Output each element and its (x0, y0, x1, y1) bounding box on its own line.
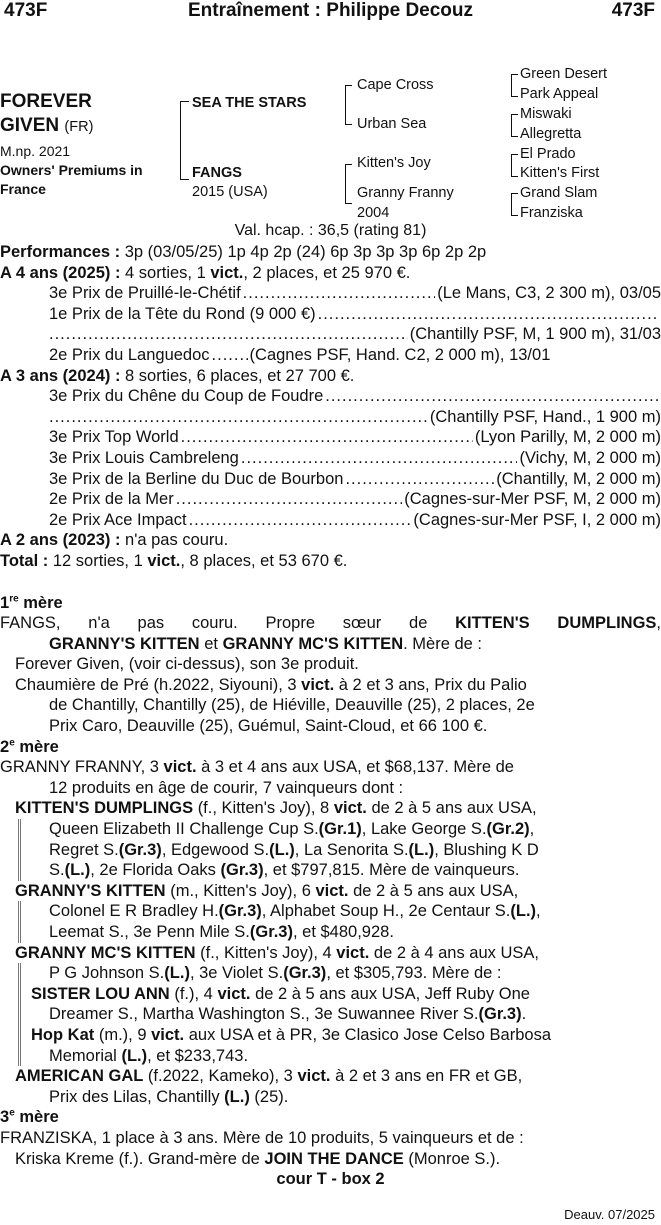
gk3b: (Gr.3) (249, 923, 293, 941)
sl-line1 (31, 984, 661, 1005)
age3-label: A 3 ans (2024) : (0, 366, 121, 385)
dam1-line5: de Chantilly, Chantilly (25), de Hiéville, Deauville (25), 2 places, 2e (49, 696, 535, 715)
dam-dam-year: 2004 (357, 205, 390, 221)
dam1-title-num: 1 (0, 593, 10, 612)
gm2e: , et $305,793. Mère de : (326, 964, 502, 983)
race-row (0, 324, 661, 345)
sl1a: SISTER LOU ANN (31, 984, 170, 1003)
gk3c: , et $480,928. (292, 923, 394, 941)
race-right: (Cagnes-sur-Mer PSF, M, 2 000 m) (404, 490, 661, 509)
sl1c: vict. (217, 984, 251, 1003)
lot-number-left: 473F (4, 0, 48, 21)
kd1a: KITTEN'S DUMPLINGS (15, 799, 194, 818)
pedigree-block (0, 60, 661, 245)
performances-line (0, 242, 661, 263)
horse-details (0, 142, 172, 199)
race-row (0, 304, 661, 325)
race-left: 2e Prix de la Mer (49, 490, 174, 509)
race-row (0, 386, 661, 407)
gm1a: GRANNY MC'S KITTEN (15, 943, 196, 962)
gk1c: vict. (315, 881, 349, 900)
dam1-line1: FANGS, n'a pas couru. Propre sœur de KITTEN'S DUMPLINGS, (0, 614, 661, 633)
race-row (0, 283, 661, 304)
dam1-line6: Prix Caro, Deauville (25), Guémul, Saint-Cloud, et 66 100 €. (49, 717, 488, 736)
hk1c: vict. (151, 1025, 185, 1044)
kd2c: , Lake George S. (361, 820, 487, 839)
performances-text: 3p (03/05/25) 1p 4p 2p (24) 6p 3p 3p 3p 6p 2p 2p (124, 243, 487, 261)
race-left: 2e Prix du Languedoc (49, 345, 210, 364)
race-row (0, 427, 661, 448)
gm2d: (Gr.3) (283, 964, 327, 983)
dam1-l1a: FANGS, n'a pas couru. Propre sœur de (0, 614, 428, 633)
hk2a: Memorial (49, 1046, 117, 1065)
horse-name-line1: FOREVER (0, 91, 92, 112)
gk-details (18, 901, 661, 942)
race-row (0, 448, 661, 469)
ag2b: (L.) (224, 1087, 250, 1106)
kd2a: Queen Elizabeth II Challenge Cup S. (49, 820, 319, 839)
kd3b: (Gr.3) (118, 840, 162, 859)
dam1-l2d: . Mère de : (403, 634, 482, 653)
kd4e: , et $797,815. Mère de vainqueurs. (263, 861, 520, 880)
bracket-gen3-2 (511, 114, 518, 137)
dam1-title-word: mère (23, 593, 63, 612)
kd3d: (L.) (269, 840, 295, 859)
dam1-line3: Forever Given, (voir ci-dessus), son 3e produit. (15, 655, 359, 674)
hk1b: (m.), 9 (98, 1025, 147, 1044)
dam1-l2c: GRANNY MC'S KITTEN (222, 634, 404, 653)
gm2a: P G Johnson S. (49, 964, 165, 983)
dam1-l4b: vict. (301, 675, 335, 694)
race-left: 3e Prix Top World (49, 428, 179, 447)
dam3-title-sup: e (9, 1107, 15, 1119)
gen3-ancestor-2: Park Appeal (520, 86, 599, 102)
page-header (0, 0, 661, 24)
horse-name (0, 90, 93, 139)
gen3-ancestor-5: El Prado (520, 146, 576, 162)
dam1-l4a: Chaumière de Pré (h.2022, Siyouni), 3 (15, 675, 297, 694)
race-row (0, 345, 661, 366)
handicap-value: Val. hcap. : 36,5 (rating 81) (234, 222, 427, 239)
dam3-line1: FRANZISKA, 1 place à 3 ans. Mère de 10 produits, 5 vainqueurs et de : (0, 1128, 524, 1147)
dam1-line4 (0, 675, 661, 696)
gk2d: (L.) (510, 902, 537, 921)
race-row (0, 407, 661, 428)
race-row (0, 489, 661, 510)
gm-details (18, 963, 661, 1066)
gen3-ancestor-4: Allegretta (520, 126, 582, 142)
performances-label: Performances : (0, 243, 121, 261)
kd2b: (Gr.1) (318, 820, 362, 839)
catalogue-date: Deauv. 07/2025 (564, 1207, 655, 1222)
gen3-ancestor-7: Grand Slam (520, 185, 598, 201)
gk1a: GRANNY'S KITTEN (15, 881, 166, 900)
gk1d: de 2 à 5 ans aux USA, (353, 881, 519, 900)
age2-text: n'a pas couru. (125, 531, 229, 550)
dam1-l2b: et (204, 634, 218, 653)
race-right: (Chantilly PSF, M, 1 900 m), 31/03 (409, 325, 661, 344)
ag1b: (f.2022, Kameko), 3 (147, 1067, 293, 1086)
dam2-l1c: à 3 et 4 ans aux USA, et $68,137. Mère de (201, 758, 514, 777)
dam-info: 2015 (USA) (192, 184, 268, 200)
hk1d: aux USA et à PR, 3e Clasico Jose Celso Barbosa (188, 1025, 552, 1044)
race-right: (Chantilly, M, 2 000 m) (496, 469, 661, 488)
gen3-ancestor-6: Kitten's First (520, 165, 600, 181)
race-right: (Le Mans, C3, 2 300 m), 03/05 (437, 284, 661, 303)
race-right: (Chantilly PSF, Hand., 1 900 m) (429, 407, 661, 426)
gk2b: (Gr.3) (218, 902, 262, 921)
dam2-title-word: mère (19, 737, 59, 756)
dam2-title-sup: e (9, 737, 15, 749)
total-c: , 8 places, et 53 670 €. (180, 551, 348, 570)
kd3f: (L.) (408, 840, 435, 859)
gen3-ancestor-1: Green Desert (520, 66, 608, 82)
age3-summary (0, 366, 661, 387)
race-left: 3e Prix de Pruillé-le-Chétif (49, 284, 241, 303)
dam1-title-sup: re (9, 593, 19, 604)
ag1a: AMERICAN GAL (15, 1067, 144, 1086)
age4-summary (0, 263, 661, 284)
dam1-line2 (0, 634, 661, 655)
race-left: 3e Prix de la Berline du Duc de Bourbon (49, 469, 344, 488)
bracket-gen2-dam (345, 164, 352, 204)
gm2c: , 3e Violet S. (189, 964, 284, 983)
dam-dam: Granny Franny (357, 185, 454, 201)
horse-sex-year: M.np. 2021 (0, 143, 71, 159)
age2-label: A 2 ans (2023) : (0, 531, 121, 550)
dam1-l2a: GRANNY'S KITTEN (49, 634, 200, 653)
total-summary (0, 551, 661, 572)
bracket-gen3-1 (511, 74, 518, 97)
gen3-ancestor-8: Franziska (520, 205, 583, 221)
race-right: (Vichy, M, 2 000 m) (519, 448, 661, 467)
total-b: vict. (147, 551, 181, 570)
age3-summary-text: 8 sorties, 6 places, et 27 700 €. (125, 366, 355, 385)
ag2a: Prix des Lilas, Chantilly (49, 1087, 220, 1106)
horse-country: (FR) (64, 119, 94, 135)
sire-dam: Urban Sea (357, 116, 427, 132)
gm1d: de 2 à 4 ans aux USA, (373, 943, 539, 962)
gm1b: (f., Kitten's Joy), 4 (200, 943, 332, 962)
horse-premium: Owners' Premiums in France (0, 162, 143, 197)
dam2-heading (0, 737, 661, 758)
dam1-l4c: à 2 et 3 ans, Prix du Palio (338, 675, 527, 694)
kd4d: (Gr.3) (220, 861, 264, 880)
race-right: (Cagnes PSF, Hand. C2, 2 000 m), 13/01 (249, 345, 551, 364)
gk3a: Leemat S., 3e Penn Mile S. (49, 923, 250, 941)
lot-number-right: 473F (611, 0, 655, 21)
kd4c: , 2e Florida Oaks (90, 861, 216, 880)
dam1-l1b: KITTEN'S DUMPLINGS (455, 614, 657, 633)
age4-summary-b: vict. (210, 263, 244, 282)
gk1b: (m., Kitten's Joy), 6 (170, 881, 311, 900)
gm1c: vict. (336, 943, 370, 962)
dam3-l2c: (Monroe S.). (408, 1149, 501, 1168)
age4-summary-a: 4 sorties, 1 (125, 263, 206, 282)
hk2c: , et $233,743. (147, 1046, 249, 1065)
sl1b: (f.), 4 (174, 984, 213, 1003)
kd1c: vict. (333, 799, 367, 818)
kd3g: , Blushing K D (434, 840, 539, 859)
kd1b: (f., Kitten's Joy), 8 (197, 799, 330, 818)
dam3-line2 (0, 1149, 661, 1170)
produce-kittens-dumplings (0, 798, 661, 819)
gk-line3 (49, 922, 661, 943)
gm2b: (L.) (164, 964, 190, 983)
sl2a: Dreamer S., Martha Washington S., 3e Suwannee River S. (49, 1005, 479, 1024)
age4-label: A 4 ans (2025) : (0, 263, 121, 282)
dam3-title-num: 3 (0, 1108, 10, 1127)
ag2c: (25). (254, 1087, 289, 1106)
race-left: 1e Prix de la Tête du Rond (9 000 €) (49, 304, 316, 323)
dam3-title-word: mère (19, 1108, 59, 1127)
ag1c: vict. (297, 1067, 331, 1086)
ag-line2 (0, 1087, 661, 1108)
sire-name: SEA THE STARS (192, 95, 307, 111)
bracket-gen3-4 (511, 193, 518, 216)
gk-line2 (49, 901, 661, 922)
sl1d: de 2 à 5 ans aux USA, Jeff Ruby One (255, 984, 530, 1003)
horse-name-line2: GIVEN (0, 115, 60, 136)
kd4b: (L.) (64, 861, 91, 880)
dam2-line2: 12 produits en âge de courir, 7 vainqueurs dont : (49, 778, 404, 797)
dam3-l2b: JOIN THE DANCE (264, 1149, 404, 1168)
dam2-title-num: 2 (0, 737, 10, 756)
race-row (0, 469, 661, 490)
race-record (0, 242, 661, 1190)
gk2a: Colonel E R Bradley H. (49, 902, 219, 921)
dam2-l1b: vict. (163, 758, 197, 777)
kd3c: , Edgewood S. (161, 840, 270, 859)
age2-summary (0, 530, 661, 551)
kd3e: , La Senorita S. (294, 840, 409, 859)
sire-sire: Cape Cross (357, 77, 434, 93)
race-right: (Lyon Parilly, M, 2 000 m) (474, 428, 661, 447)
dam-name: FANGS (192, 165, 242, 181)
bracket-gen3-3 (511, 154, 518, 177)
race-left: 2e Prix Ace Impact (49, 510, 187, 529)
trainer-title: Entraînement : Philippe Decouz (187, 0, 474, 21)
ag1d: à 2 et 3 ans en FR et GB, (335, 1067, 523, 1086)
box-location: cour T - box 2 (276, 1170, 385, 1189)
sl-line2 (49, 1004, 661, 1025)
kd-details (18, 819, 661, 881)
gk2e: , (536, 902, 541, 921)
dam3-l2a: Kriska Kreme (f.). Grand-mère de (15, 1149, 260, 1168)
dam-sire: Kitten's Joy (357, 155, 431, 171)
kd-line3 (49, 840, 661, 861)
race-left: 3e Prix du Chêne du Coup de Foudre (49, 387, 324, 406)
sl2c: . (521, 1005, 527, 1024)
gen3-ancestor-3: Miswaki (520, 106, 572, 122)
race-row (0, 510, 661, 531)
gm-line2 (49, 963, 661, 984)
kd-line4 (49, 860, 661, 881)
hk-line1 (31, 1025, 661, 1046)
bracket-gen2-sire (345, 85, 352, 125)
produce-american-gal (0, 1066, 661, 1087)
kd3a: Regret S. (49, 840, 119, 859)
dam3-heading (0, 1107, 661, 1128)
total-a: 12 sorties, 1 (52, 551, 143, 570)
hk1a: Hop Kat (31, 1025, 95, 1044)
dam2-line1 (0, 757, 661, 778)
kd4a: S. (49, 861, 65, 880)
dam1-heading (0, 593, 661, 614)
kd2e: , (529, 820, 535, 839)
kd-line2 (49, 819, 661, 840)
kd1d: de 2 à 5 ans aux USA, (371, 799, 537, 818)
gk2c: , Alphabet Soup H., 2e Centaur S. (261, 902, 511, 921)
age4-summary-c: , 2 places, et 25 970 €. (243, 263, 411, 282)
kd2d: (Gr.2) (486, 820, 530, 839)
sl2b: (Gr.3) (478, 1005, 522, 1024)
produce-granny-mcs-kitten (0, 943, 661, 964)
bracket-gen1 (180, 101, 189, 180)
total-label: Total : (0, 551, 49, 570)
produce-grannys-kitten (0, 881, 661, 902)
dam2-l1a: GRANNY FRANNY, 3 (0, 758, 159, 777)
race-left: 3e Prix Louis Cambreleng (49, 448, 239, 467)
hk2b: (L.) (121, 1046, 148, 1065)
race-right: (Cagnes-sur-Mer PSF, I, 2 000 m) (413, 510, 661, 529)
hk-line2 (49, 1046, 661, 1067)
